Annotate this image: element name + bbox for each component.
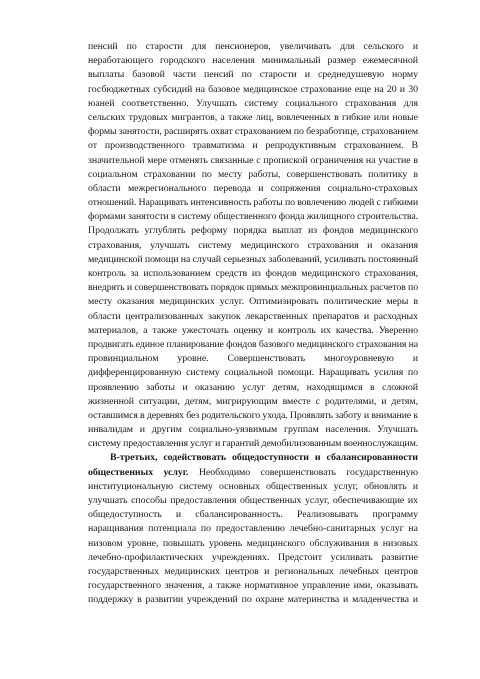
paragraph-heading-rest: Необходимо совершенствовать государственную: [188, 466, 418, 478]
text-line: неработающего городского населения минимальный размер ежемесячной: [88, 55, 418, 67]
paragraph-public-services: [88, 451, 418, 607]
text-line: государственного значения, а также нормативное управление ими, оказывать: [88, 580, 418, 592]
paragraph-heading-bold: В-третьих, содействовать общедоступности и сбалансированности: [110, 452, 418, 464]
paragraph-heading-bold-end: общественных услуг.: [88, 466, 189, 478]
text-line: пенсий по старости для пенсионеров, увеличивать для сельского и: [88, 41, 418, 52]
text-line: дифференцированную систему социальной помощи. Наращивать усилия по: [88, 367, 418, 379]
text-line: наращивания потенциала по предоставлению лечебно-санитарных услуг на: [88, 523, 418, 535]
paragraph-social-insurance: [88, 40, 418, 451]
text-line: материалов, а также ужесточать оценку и контроль их качества. Уверенно: [88, 324, 418, 336]
text-line: формами занятости в систему общественного фонда жилищного строительства.: [88, 211, 419, 223]
text-line: лечебно-профилактических учреждениях. Предстоит усиливать развитие: [88, 551, 418, 563]
text-line: месту оказания медицинских услуг. Оптимизировать политические меры в: [88, 296, 418, 308]
text-line: продвигать единое планирование фондов базового медицинского страхования на: [88, 338, 419, 350]
text-line: оставшимся в деревнях без родительского ухода. Проявлять заботу и внимание к: [88, 409, 419, 421]
text-line: проявлению заботы и оказанию услуг детям, находящимся в сложной: [88, 381, 418, 393]
document-body-text: [88, 40, 418, 608]
text-line: внедрять и совершенствовать порядок прямых межпровинциальных расчетов по: [88, 282, 418, 294]
text-line: страхования, улучшать систему медицинского страхования и оказания: [88, 239, 418, 251]
text-line: сельских трудовых мигрантов, а также лиц, вовлеченных в гибкие или новые: [88, 111, 418, 123]
text-line: институциональную систему основных общественных услуг, обновлять и: [88, 480, 418, 492]
text-line: общедоступность и сбалансированность. Реализовывать программу: [88, 509, 418, 521]
paragraph-heading-line-1: [88, 451, 418, 465]
text-line: провинциальном уровне. Совершенствовать многоуровневую и: [88, 353, 418, 365]
text-line: от производственного травматизма и репродуктивным страхованием. В: [88, 140, 418, 152]
text-line: отношений. Наращивать интенсивность работы по вовлечению людей с гибкими: [88, 197, 418, 209]
text-line: поддержку в развитии учреждений по охране материнства и младенчества и: [88, 594, 418, 606]
text-line: государственных медицинских центров и региональных лечебных центров: [88, 565, 418, 577]
text-line: социальном страховании по месту работы, совершенствовать политику в: [88, 168, 418, 180]
text-line: значительной мере отменять связанные с пропиской ограничения на участие в: [88, 154, 418, 166]
text-line: госбюджетных субсидий на базовое медицинское страхование еще на 20 и 30: [88, 83, 418, 95]
text-line: низовом уровне, повышать уровень медицинского обслуживания в низовых: [88, 537, 418, 549]
text-line: контроль за использованием средств из фондов медицинского страхования,: [88, 268, 418, 279]
text-line: выплаты базовой части пенсий по старости и среднедушевую норму: [88, 69, 418, 81]
text-line: жизненной ситуации, детям, мигрирующим вместе с родителями, и детям,: [88, 395, 418, 407]
paragraph-body-lines: [88, 480, 418, 608]
text-line: формы занятости, расширять охват страхованием по безработице, страхованием: [88, 126, 419, 138]
text-line: области централизованных закупок лекарственных препаратов и расходных: [88, 310, 418, 322]
text-line: юаней соответственно. Улучшать систему социального страхования для: [88, 97, 418, 109]
text-line: области межрегионального перевода и сопряжения социально-страховых: [88, 182, 418, 194]
text-line: Продолжать углублять реформу порядка выплат из фондов медицинского: [88, 225, 418, 237]
text-line: систему предоставления услуг и гарантий демобилизованным военнослужащим.: [88, 438, 418, 450]
paragraph-heading-line-2: [88, 466, 418, 480]
text-line: инвалидам и другим социально-уязвимым группам населения. Улучшать: [88, 424, 418, 436]
text-line: медицинской помощи на случай серьезных заболеваний, усиливать постоянный: [88, 253, 418, 265]
text-line: улучшать способы предоставления общественных услуг, обеспечивающие их: [88, 495, 418, 506]
